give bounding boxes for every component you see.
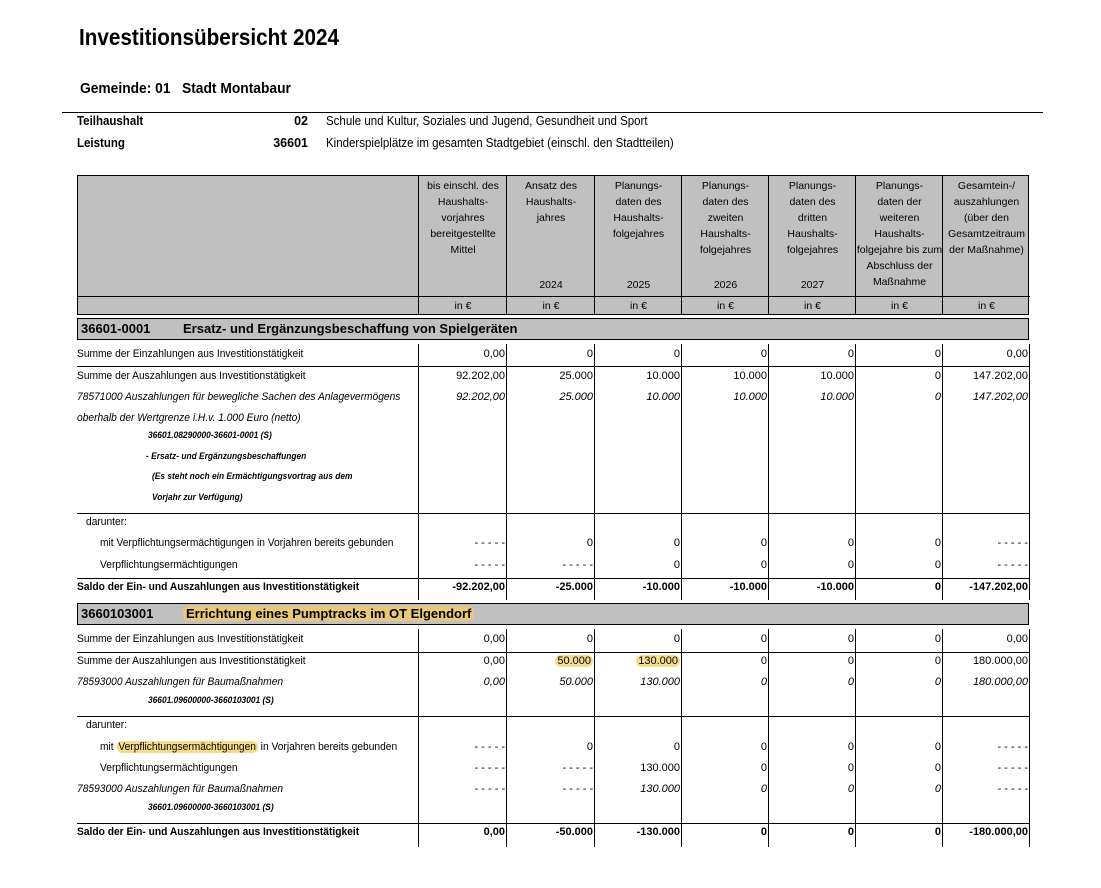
cell-value: 10.000	[733, 391, 767, 403]
cell-value: - - - - -	[997, 783, 1028, 795]
cell-value: 180.000,00	[972, 676, 1028, 688]
cell-value: 0	[847, 348, 854, 360]
cell-value: 0	[847, 826, 854, 838]
column-header-text: bis einschl. des Haushalts- vorjahres bereitgestellte Mittel	[427, 180, 499, 256]
cell-value: 10.000	[733, 370, 767, 382]
leistung-code: 36601	[273, 136, 308, 150]
teilhaushalt-name: Schule und Kultur, Soziales und Jugend, Gesundheit und Sport	[326, 114, 648, 128]
row-divider	[77, 513, 1029, 514]
row-label: - Ersatz- und Ergänzungsbeschaffungen	[146, 451, 307, 461]
cell-value: - - - - -	[997, 559, 1028, 571]
column-divider	[855, 344, 856, 600]
row-divider	[77, 578, 1029, 579]
cell-value: 0	[847, 655, 854, 667]
column-unit: in €	[595, 296, 682, 315]
row-label: Summe der Einzahlungen aus Investitionstätigkeit	[77, 348, 304, 360]
leistung-name: Kinderspielplätze im gesamten Stadtgebiet (einschl. den Stadtteilen)	[326, 136, 674, 150]
row-divider	[77, 652, 1029, 653]
cell-value: 0	[934, 676, 941, 688]
cell-value: 0	[934, 633, 941, 645]
cell-value: 0	[847, 537, 854, 549]
cell-value: 0	[934, 762, 941, 774]
column-header	[768, 176, 856, 314]
cell-value: -10.000	[729, 581, 767, 593]
cell-value: 0	[934, 741, 941, 753]
section-code: 36601-0001	[81, 321, 151, 336]
column-header	[855, 176, 943, 314]
cell-value: -10.000	[642, 581, 680, 593]
column-divider	[1029, 344, 1030, 600]
page-title: Investitionsübersicht 2024	[79, 24, 340, 50]
cell-value: 147.202,00	[972, 370, 1028, 382]
cell-value: 130.000	[640, 783, 680, 795]
cell-value: 0	[934, 655, 941, 667]
cell-value: 0,00	[483, 676, 505, 688]
leistung-label: Leistung	[77, 136, 125, 150]
row-label: 36601.09600000-3660103001 (S)	[148, 695, 274, 705]
cell-value: 50.000	[557, 655, 591, 667]
column-divider	[418, 344, 419, 600]
section-header	[77, 318, 1029, 340]
cell-value: 25.000	[559, 391, 593, 403]
cell-value: 0,00	[483, 348, 505, 360]
cell-value: 10.000	[820, 391, 854, 403]
row-label: darunter:	[86, 516, 127, 528]
cell-value: 0	[934, 348, 941, 360]
column-divider	[942, 344, 943, 600]
cell-value: -92.202,00	[452, 581, 505, 593]
cell-value: 0	[847, 559, 854, 571]
cell-value: 92.202,00	[456, 370, 505, 382]
column-header	[506, 176, 595, 314]
column-header-text: Planungs- daten des dritten Haushalts- folgejahres	[786, 180, 839, 256]
row-label: darunter:	[86, 719, 127, 731]
row-label: oberhalb der Wertgrenze i.H.v. 1.000 Euro (netto)	[77, 412, 301, 424]
row-label: Summe der Auszahlungen aus Investitionstätigkeit	[77, 655, 306, 667]
cell-value: 10.000	[646, 370, 680, 382]
column-header-text: Gesamtein-/ auszahlungen (über den Gesamtzeitraum der Maßnahme)	[947, 180, 1026, 256]
cell-value: 92.202,00	[456, 391, 505, 403]
cell-value: - - - - -	[562, 559, 593, 571]
column-divider	[418, 629, 419, 847]
column-unit: in €	[682, 296, 769, 315]
row-label: 78571000 Auszahlungen für bewegliche Sachen des Anlagevermögens	[77, 391, 401, 403]
cell-value: 50.000	[559, 676, 593, 688]
column-header-text: Planungs- daten des Haushalts- folgejahres	[612, 180, 665, 240]
column-divider	[768, 344, 769, 600]
column-year: 2027	[800, 279, 825, 291]
cell-value: 0	[934, 370, 941, 382]
cell-value: 25.000	[559, 370, 593, 382]
column-year: 2026	[713, 279, 738, 291]
cell-value: 0	[760, 783, 767, 795]
row-divider	[77, 823, 1029, 824]
column-unit: in €	[856, 296, 943, 315]
teilhaushalt-code: 02	[294, 114, 308, 128]
cell-value: - - - - -	[997, 741, 1028, 753]
cell-value: 130.000	[640, 762, 680, 774]
cell-value: -147.202,00	[969, 581, 1028, 593]
cell-value: -10.000	[816, 581, 854, 593]
column-header-text: Planungs- daten der weiteren Haushalts- folgejahre bis zum Abschluss der Maßnahme	[856, 180, 943, 288]
cell-value: 0,00	[483, 655, 505, 667]
row-label: 78593000 Auszahlungen für Baumaßnahmen	[77, 676, 284, 688]
cell-value: 0	[847, 762, 854, 774]
column-header-text: Planungs- daten des zweiten Haushalts- folgejahres	[699, 180, 752, 256]
cell-value: 0	[847, 633, 854, 645]
cell-value: 0	[934, 537, 941, 549]
column-year: 2024	[539, 279, 563, 291]
row-label: Verpflichtungsermächtigungen	[100, 762, 238, 774]
cell-value: 0	[760, 633, 767, 645]
column-year: 2025	[626, 279, 651, 291]
cell-value: 0	[760, 655, 767, 667]
cell-value: -50.000	[555, 826, 593, 838]
cell-value: 0	[673, 559, 680, 571]
cell-value: - - - - -	[474, 559, 505, 571]
row-label: (Es steht noch ein Ermächtigungsvortrag aus dem	[152, 471, 353, 481]
cell-value: 0	[847, 676, 854, 688]
cell-value: - - - - -	[562, 783, 593, 795]
column-header	[942, 176, 1030, 314]
column-divider	[506, 344, 507, 600]
cell-value: 130.000	[638, 655, 678, 667]
cell-value: 0	[847, 741, 854, 753]
cell-value: -180.000,00	[969, 826, 1028, 838]
cell-value: 0	[673, 741, 680, 753]
row-label: 36601.08290000-36601-0001 (S)	[148, 430, 272, 440]
cell-value: 0	[673, 633, 680, 645]
gemeinde-heading: Gemeinde: 01 Stadt Montabaur	[80, 80, 291, 97]
cell-value: 0	[934, 826, 941, 838]
cell-value: 0,00	[1006, 348, 1028, 360]
column-divider	[681, 629, 682, 847]
column-divider	[681, 344, 682, 600]
cell-value: - - - - -	[997, 537, 1028, 549]
column-unit: in €	[507, 296, 595, 315]
row-divider	[77, 716, 1029, 717]
cell-value: 0	[934, 559, 941, 571]
section-name: Errichtung eines Pumptracks im OT Elgendorf	[183, 604, 474, 624]
cell-value: -130.000	[636, 826, 680, 838]
row-label: Verpflichtungsermächtigungen	[100, 559, 238, 571]
cell-value: 0	[760, 559, 767, 571]
cell-value: 0,00	[483, 633, 505, 645]
row-label: Summe der Einzahlungen aus Investitionstätigkeit	[77, 633, 304, 645]
cell-value: 10.000	[820, 370, 854, 382]
column-divider	[506, 629, 507, 847]
column-divider	[768, 629, 769, 847]
cell-value: 0,00	[1006, 633, 1028, 645]
cell-value: -25.000	[555, 581, 593, 593]
column-divider	[942, 629, 943, 847]
cell-value: 0	[934, 581, 941, 593]
column-unit: in €	[769, 296, 856, 315]
cell-value: 0	[934, 783, 941, 795]
cell-value: 0	[586, 537, 593, 549]
table-header	[77, 175, 1029, 315]
cell-value: 0	[934, 391, 941, 403]
row-label: 78593000 Auszahlungen für Baumaßnahmen	[77, 783, 284, 795]
section-header	[77, 603, 1029, 625]
row-label: Vorjahr zur Verfügung)	[152, 492, 243, 502]
cell-value: 0	[673, 348, 680, 360]
cell-value: 0	[760, 741, 767, 753]
row-label: Saldo der Ein- und Auszahlungen aus Investitionstätigkeit	[77, 826, 360, 838]
cell-value: 0	[586, 741, 593, 753]
cell-value: 180.000,00	[972, 655, 1028, 667]
column-divider	[594, 344, 595, 600]
column-unit: in €	[943, 296, 1030, 315]
column-header-text: Ansatz des Haushalts- jahres	[525, 180, 577, 224]
row-label: mit Verpflichtungsermächtigungen in Vorjahren bereits gebunden	[100, 741, 398, 753]
column-divider	[855, 629, 856, 847]
section-name: Ersatz- und Ergänzungsbeschaffung von Spielgeräten	[183, 321, 518, 336]
column-header	[418, 176, 507, 314]
cell-value: 0	[847, 783, 854, 795]
cell-value: 0	[586, 633, 593, 645]
teilhaushalt-label: Teilhaushalt	[77, 114, 144, 128]
cell-value: 0	[760, 762, 767, 774]
cell-value: 0	[586, 348, 593, 360]
column-divider	[594, 629, 595, 847]
row-label: mit Verpflichtungsermächtigungen in Vorjahren bereits gebunden	[100, 537, 394, 549]
cell-value: 130.000	[640, 676, 680, 688]
cell-value: 10.000	[646, 391, 680, 403]
cell-value: 0	[673, 537, 680, 549]
cell-value: 0,00	[483, 826, 505, 838]
cell-value: - - - - -	[474, 783, 505, 795]
cell-value: - - - - -	[474, 537, 505, 549]
cell-value: 0	[760, 348, 767, 360]
column-header	[594, 176, 682, 314]
cell-value: - - - - -	[997, 762, 1028, 774]
cell-value: - - - - -	[474, 741, 505, 753]
divider	[62, 112, 1043, 113]
row-label: Saldo der Ein- und Auszahlungen aus Investitionstätigkeit	[77, 581, 360, 593]
section-code: 3660103001	[81, 606, 154, 621]
cell-value: 0	[760, 826, 767, 838]
cell-value: - - - - -	[474, 762, 505, 774]
cell-value: 147.202,00	[972, 391, 1028, 403]
row-divider	[77, 366, 1029, 367]
divider	[78, 296, 419, 297]
row-label: 36601.09600000-3660103001 (S)	[148, 802, 274, 812]
column-unit: in €	[419, 296, 507, 315]
cell-value: 0	[760, 537, 767, 549]
cell-value: 0	[760, 676, 767, 688]
column-header	[681, 176, 769, 314]
cell-value: - - - - -	[562, 762, 593, 774]
row-label: Summe der Auszahlungen aus Investitionstätigkeit	[77, 370, 306, 382]
column-divider	[1029, 629, 1030, 847]
